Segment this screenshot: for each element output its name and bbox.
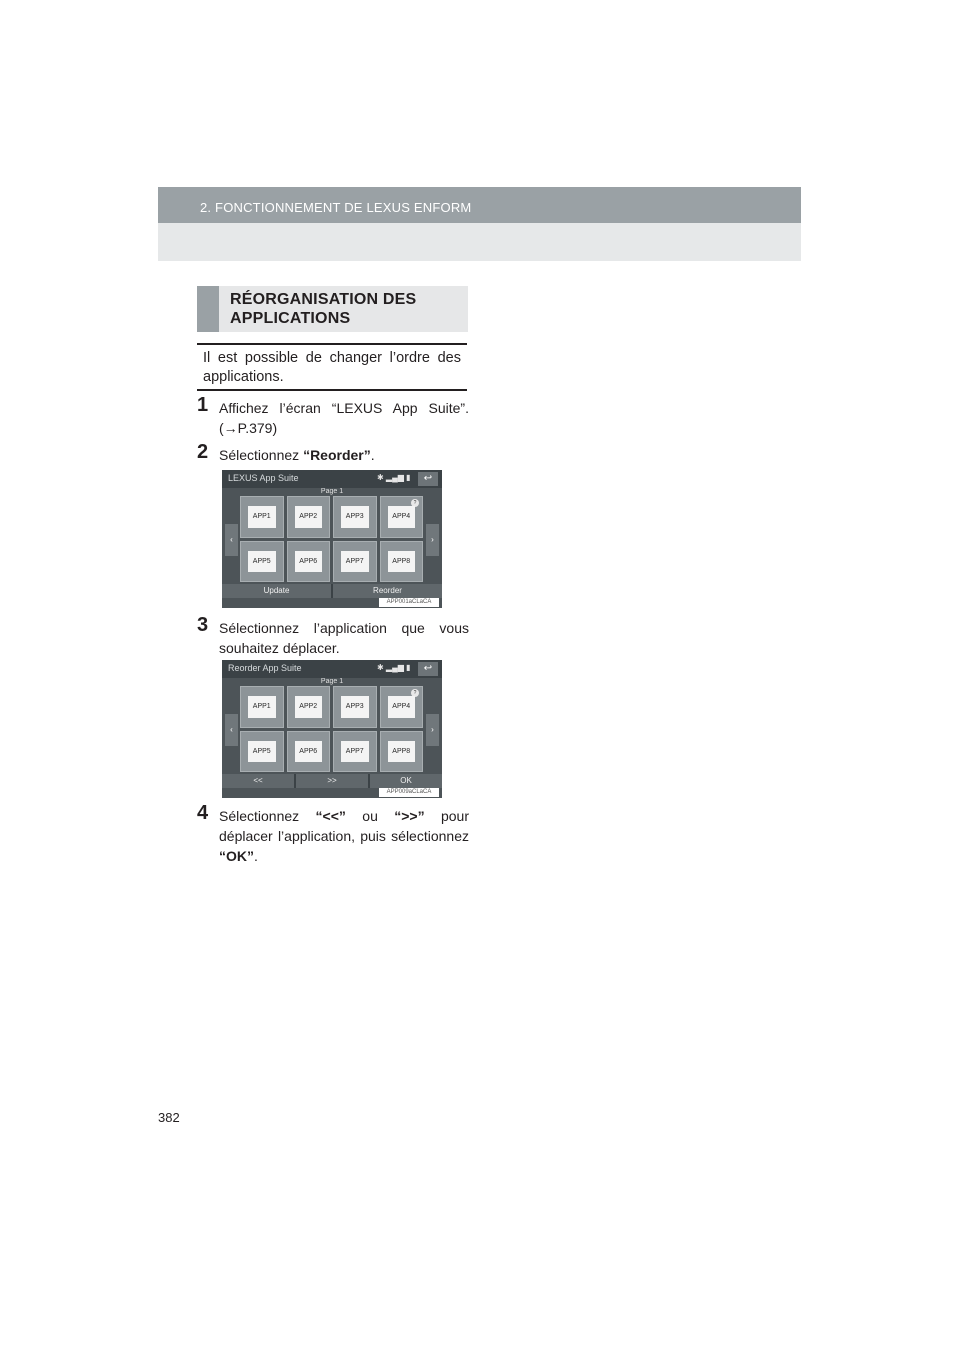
- step-number: 2: [197, 441, 209, 463]
- screen-footer: [222, 584, 442, 598]
- page-indicator: Page 1: [320, 488, 344, 495]
- step-keyword: “OK”: [219, 848, 254, 864]
- prev-page-button[interactable]: ‹: [225, 714, 238, 746]
- app-tile[interactable]: APP6: [295, 551, 323, 573]
- app-tile[interactable]: APP7: [341, 551, 369, 573]
- step-keyword: “<<”: [315, 808, 346, 824]
- app-tile[interactable]: APP5: [248, 551, 276, 573]
- page-indicator: Page 1: [320, 678, 344, 685]
- app-tile[interactable]: APP5: [248, 741, 276, 763]
- app-cell[interactable]: [380, 731, 424, 773]
- next-page-button[interactable]: ›: [426, 714, 439, 746]
- app-cell[interactable]: [240, 731, 284, 773]
- section-heading: [197, 286, 468, 332]
- app-tile[interactable]: APP8: [388, 551, 416, 573]
- app-cell[interactable]: [380, 686, 424, 728]
- app-tile[interactable]: APP6: [295, 741, 323, 763]
- app-cell[interactable]: [287, 731, 331, 773]
- app-cell[interactable]: [380, 541, 424, 583]
- app-tile[interactable]: APP4: [388, 696, 416, 718]
- app-tile[interactable]: APP1: [248, 506, 276, 528]
- app-tile[interactable]: APP3: [341, 506, 369, 528]
- step-keyword: “>>”: [394, 808, 425, 824]
- next-page-button[interactable]: ›: [426, 524, 439, 556]
- header-band: [158, 223, 801, 261]
- app-cell[interactable]: [333, 731, 377, 773]
- page-number: 382: [158, 1110, 180, 1125]
- back-icon[interactable]: ↩: [418, 472, 438, 486]
- screen-footer: [222, 774, 442, 788]
- chapter-title: 2. FONCTIONNEMENT DE LEXUS ENFORM: [200, 200, 472, 215]
- app-tile[interactable]: APP4: [388, 506, 416, 528]
- app-grid: [240, 686, 423, 772]
- step-number: 4: [197, 802, 209, 824]
- app-cell[interactable]: [333, 496, 377, 538]
- step-number: 1: [197, 394, 209, 416]
- screen-title: LEXUS App Suite: [228, 473, 299, 483]
- intro-text: Il est possible de changer l’ordre des applications.: [203, 350, 461, 385]
- app-tile[interactable]: APP8: [388, 741, 416, 763]
- prev-page-button[interactable]: ‹: [225, 524, 238, 556]
- step-text-part: ou: [345, 808, 395, 824]
- image-code: APP001aCLaCA: [379, 598, 439, 607]
- info-icon: ?: [411, 689, 419, 697]
- app-cell[interactable]: [333, 541, 377, 583]
- step-text-part: pour déplacer l’application, puis sélectionnez: [219, 808, 469, 844]
- move-left-button[interactable]: <<: [222, 774, 294, 788]
- app-cell[interactable]: [287, 541, 331, 583]
- app-cell[interactable]: [287, 496, 331, 538]
- app-cell[interactable]: [380, 496, 424, 538]
- app-cell[interactable]: [240, 496, 284, 538]
- app-tile[interactable]: APP3: [341, 696, 369, 718]
- status-icons: ✱ ▂▄▆ ▮: [377, 663, 411, 672]
- step-keyword: “Reorder”: [303, 447, 371, 463]
- screen-lexus-app-suite: [222, 470, 442, 608]
- app-tile[interactable]: APP7: [341, 741, 369, 763]
- step-text-part: Sélectionnez: [219, 447, 304, 463]
- step-text-part: Sélectionnez: [219, 808, 316, 824]
- move-right-button[interactable]: >>: [296, 774, 368, 788]
- app-cell[interactable]: [240, 541, 284, 583]
- step-number: 3: [197, 614, 209, 636]
- step-text: [219, 445, 469, 465]
- step-text: Affichez l’écran “LEXUS App Suite”. (→P.379): [219, 400, 469, 436]
- app-tile[interactable]: APP1: [248, 696, 276, 718]
- step-text-part: .: [254, 848, 258, 864]
- step-2: [197, 441, 469, 465]
- ok-button[interactable]: OK: [370, 774, 442, 788]
- app-grid: [240, 496, 423, 582]
- app-cell[interactable]: [287, 686, 331, 728]
- step-text: Sélectionnez l’application que vous souhaitez déplacer.: [219, 620, 469, 656]
- step-3: [197, 614, 469, 658]
- step-4: [197, 802, 469, 866]
- app-cell[interactable]: [240, 686, 284, 728]
- app-tile[interactable]: APP2: [295, 696, 323, 718]
- reorder-button[interactable]: Reorder: [333, 584, 442, 598]
- update-button[interactable]: Update: [222, 584, 331, 598]
- app-tile[interactable]: APP2: [295, 506, 323, 528]
- heading-accent: [197, 286, 219, 332]
- screen-reorder-app-suite: [222, 660, 442, 798]
- step-text: [219, 806, 469, 866]
- section-title: RÉORGANISATION DES APPLICATIONS: [230, 291, 417, 327]
- intro-box: [197, 343, 467, 391]
- info-icon: ?: [411, 499, 419, 507]
- screen-title: Reorder App Suite: [228, 663, 302, 673]
- back-icon[interactable]: ↩: [418, 662, 438, 676]
- app-cell[interactable]: [333, 686, 377, 728]
- image-code: APP009aCLaCA: [379, 788, 439, 797]
- step-1: [197, 394, 469, 438]
- status-icons: ✱ ▂▄▆ ▮: [377, 473, 411, 482]
- step-text-part: .: [370, 447, 375, 463]
- chapter-header: [158, 187, 801, 223]
